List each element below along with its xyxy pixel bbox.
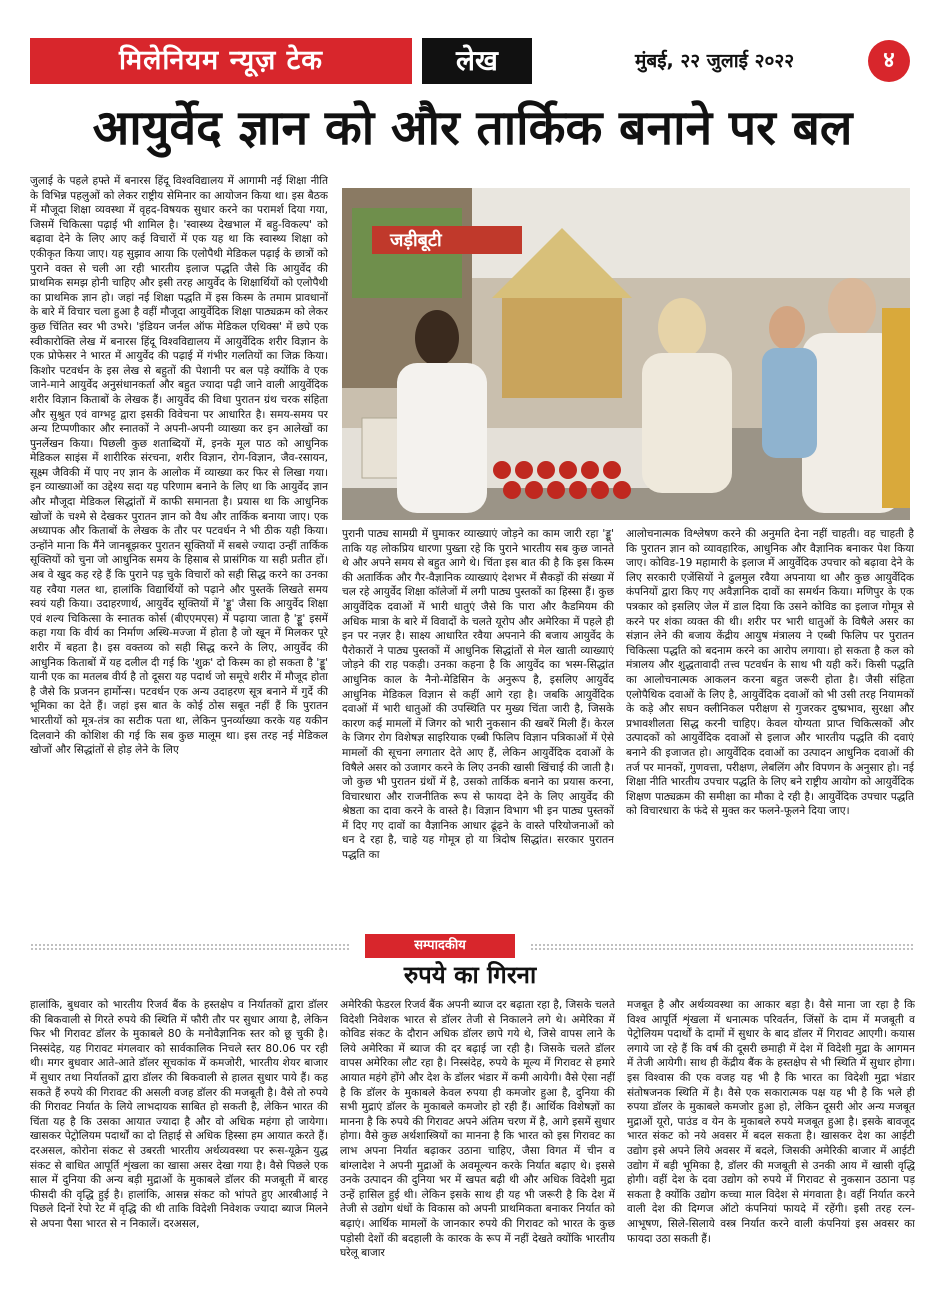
divider-left <box>30 943 350 951</box>
masthead-date: मुंबई, २२ जुलाई २०२२ <box>635 50 795 72</box>
banner-text: जड़ीबूटी <box>390 230 442 251</box>
article-text-2: पुरानी पाठ्य सामग्री में घुमाकर व्याख्याएं जोड़ने का काम जारी रहा 'ड्डू' ताकि यह लोकप्रिय धारणा पुख्ता रहे कि पुराने भारतीय सब कुछ जानते थे और अपने समय से बहुत आगे थे। चिंता इस बात की है कि इस किस्म की अतार्किक और गैर-वैज्ञानिक व्याख्याएं देशभर में सैकड़ों की संख्या में चल रहे आयुर्वेद शिक्षा कॉलेजों में लगी पाठ्य पुस्तकों का हिस्सा हैं। कुछ आयुर्वेदिक दवाओं में भारी धातुएं जैसे कि पारा और कैडमियम की अधिक मात्रा के बारे में विवादों के चलते यूरोप और अमेरिका में पहले ही इन पर नज़र है। साक्ष्य आधारित रवैया अपनाने की बजाय आयुर्वेद के पैरोकारों ने पाठ्य पुस्तकों में आधुनिक सिद्धांतों से मेल खाती व्याख्याएं जोड़ने की राह पकड़ी। उनका कहना है कि आयुर्वेद का भस्म-सिद्धांत आधुनिक काल के नैनो-मेडिसिन के अनुरूप है, इसलिए आयुर्वेद आधुनिक मेडिकल विज्ञान से कहीं आगे रहा है। जबकि आयुर्वेदिक दवाओं में भारी धातुओं की उपस्थिति पर मुख्य चिंता जारी है, जिसके कारण कई मामलों में जिगर को भारी नुकसान की खबरें मिली हैं। केरल के जिगर रोग विशेषज्ञ साइरियाक एब्बी फिलिप विज्ञान पत्रिकाओं में ऐसे मामलों की सूचना लगातार देते आए हैं, लेकिन आयुर्वेदिक दवाओं के विषैले असर को उजागर करने के लिए उनकी खासी खिंचाई की जाती है। जो कुछ भी पुरातन ग्रंथों में है, उसको तार्किक बनाने का प्रयास करना, विचारधारा और राजनीतिक रूप से फायदा देने के लिए आयुर्वेद की श्रेष्ठता का दावा करने के वास्ते है। विज्ञान विभाग भी इन पाठ्य पुस्तकों में दिए गए दावों का वैज्ञानिक आधार ढूंढ़ने के वास्ते परियोजनाओं को धन दे रहा है, चाहे यह गोमूत्र हो या त्रिदोष सिद्धांत। सरकार पुरातन पद्धति का <box>342 528 614 862</box>
editorial-text-2: अमेरिकी फेडरल रिजर्व बैंक अपनी ब्याज दर बढ़ाता रहा है, जिसके चलते विदेशी निवेशक भारत से डॉलर तेजी से निकालने लगे थे। अमेरिका में कोविड संकट के दौरान अधिक डॉलर छापे गये थे, जिसे वापस लाने के लिये अमेरिका में ब्याज की दर बढ़ाई जा रही है। जिसके चलते डॉलर वापस अमेरिका लौट रहा है। निस्संदेह, रुपये के मूल्य में गिरावट से हमारे आयात महंगे होंगे और देश के डॉलर भंडार में कमी आयेगी। वैसे ऐसा नहीं है कि डॉलर के मुकाबले केवल रुपया ही कमजोर हुआ है, दुनिया की सभी मुद्राएं डॉलर के मुकाबले कमजोर हो रही हैं। आर्थिक विशेषज्ञों का मानना है कि रुपये की गिरावट अपने अंतिम चरण में है, आगे इसमें सुधार होगा। वैसे कुछ अर्थशास्त्रियों का मानना है कि भारत को इस गिरावट का लाभ अपना निर्यात बढ़ाकर उठाना चाहिए, जैसा विगत में चीन व बांग्लादेश ने अपनी मुद्राओं के अवमूल्यन करके निर्यात बढ़ाए थे। इससे उनके उत्पादन की दुनिया भर में खपत बढ़ी थी और अधिक विदेशी मुद्रा उन्हें हासिल हुई थी। लेकिन इसके साथ ही यह भी जरूरी है कि देश में तेजी से उद्योग धंधों के विकास को अपनी प्राथमिकता बनाकर निर्यात को बढ़ाएं। आर्थिक मामलों के जानकार रुपये की गिरावट को भारत के कुछ पड़ोसी देशों की बदहाली के कारक के रूप में नहीं देखते क्योंकि भारतीय घरेलू बाजार <box>340 999 615 1260</box>
masthead-brand: मिलेनियम न्यूज़ टेक <box>30 38 412 84</box>
article-column-2 <box>342 527 614 925</box>
editorial-title: रुपये का गिरना <box>403 960 537 989</box>
article-column-3 <box>626 527 914 925</box>
editorial-column-3 <box>627 998 915 1270</box>
article-photo <box>342 188 910 520</box>
editorial-text-3: मजबूत है और अर्थव्यवस्था का आकार बड़ा है। वैसे माना जा रहा है कि विश्व आपूर्ति शृंखला में धनात्मक परिवर्तन, जिंसों के दाम में मजबूती व पेट्रोलियम पदार्थों के दामों में सुधार के बाद डॉलर में गिरावट आएगी। कयास लगाये जा रहे हैं कि वर्ष की दूसरी छमाही में देश में विदेशी मुद्रा के आगमन में तेजी आयेगी। साथ ही केंद्रीय बैंक के हस्तक्षेप से भी स्थिति में सुधार होगा। इस विश्वास की एक वजह यह भी है कि भारत का विदेशी मुद्रा भंडार संतोषजनक स्थिति में है। वैसे एक सकारात्मक पक्ष यह भी है कि भले ही रुपया डॉलर के मुकाबले कमजोर हुआ हो, लेकिन दूसरी ओर अन्य मजबूत मुद्राओं यूरो, पाउंड व येन के मुकाबले रुपये मजबूत हुआ है। इसके बावजूद भारत संकट को नये अवसर में बदल सकता है। खासकर देश का आईटी उद्योग इसे अपने लिये अवसर में बदले, जिसकी अमेरिकी बाजार में आईटी उद्योग में बड़ी भूमिका है, डॉलर की मजबूती से उनकी आय में खासी वृद्धि होगी। वहीं देश के दवा उद्योग को रुपये में गिरावट से नुकसान उठाना पड़ सकता है क्योंकि उद्योग कच्चा माल विदेश से मंगवाता है। वहीं निर्यात करने वाली देश की दिग्गज ऑटो कंपनियां फायदे में रहेंगी। इसी तरह रत्न-आभूषण, सिले-सिलाये वस्त्र निर्यात करने वाली कंपनियां इस अवसर का फायदा उठा सकती हैं। <box>627 999 915 1245</box>
page-number: ४ <box>868 40 910 82</box>
article-text-3: आलोचनात्मक विश्लेषण करने की अनुमति देना नहीं चाहती। वह चाहती है कि पुरातन ज्ञान को व्यावहारिक, आधुनिक और वैज्ञानिक बनाकर पेश किया जाए। कोविड-19 महामारी के इलाज में आयुर्वेदिक उपचार को बढ़ावा देने के लिए सरकारी एजेंसियों ने ढुलमुल रवैया अपनाया था और कुछ आयुर्वेदिक कंपनियों द्वारा किए गए अवैज्ञानिक दावों का समर्थन किया। मणिपुर के एक पत्रकार को इसलिए जेल में डाल दिया कि उसने कोविड का इलाज गोमूत्र से करने पर शंका व्यक्त की थी। शरीर पर भारी धातुओं के विषैले असर का संज्ञान लेने की बजाय केंद्रीय आयुष मंत्रालय ने एब्बी फिलिप पर पुरातन चिकित्सा पद्धति को बदनाम करने का आरोप लगाया। हो सकता है कल को मंत्रालय और शुद्धतावादी तत्त्व पटवर्धन के साथ भी यही करें। किसी पद्धति का आलोचनात्मक आकलन करना बहुत जरूरी होता है। जैसी संहिता एलोपैथिक दवाओं के लिए है, आयुर्वेदिक दवाओं को भी उसी तरह नियामकों के कड़े और सघन क्लीनिकल परीक्षण से गुजरकर दुष्प्रभाव, सुरक्षा और प्रभावशीलता सिद्ध करनी चाहिए। केवल योग्यता प्राप्त चिकित्सकों और उत्पादकों को आयुर्वेदिक दवाओं से इलाज और भारतीय पद्धति की दवाएं बनाने की इजाजत हो। आयुर्वेदिक दवाओं का उत्पादन आधुनिक दवाओं की तर्ज पर मानकों, गुणवत्ता, परीक्षण, लेबलिंग और विपणन के अनुसार हो। नई शिक्षा नीति भारतीय उपचार पद्धति के लिए बने राष्ट्रीय आयोग को आयुर्वेदिक शिक्षण पाठ्यक्रम की समीक्षा का मौका दे रही है। आयुर्वेदिक उपचार पद्धति को विचारधारा के फंदे से मुक्त कर फलने-फूलने दिया जाए। <box>626 528 914 818</box>
article-text-1: जुलाई के पहले हफ्ते में बनारस हिंदू विश्वविद्यालय में आगामी नई शिक्षा नीति के विभिन्न पहलुओं को लेकर राष्ट्रीय सेमिनार का आयोजन किया था। इस बैठक में मौजूदा शिक्षा व्यवस्था में वृहद-विषयक सुधार करने का परामर्श दिया गया, जिसमें चिकित्सा पढ़ाई भी शामिल है। 'स्वास्थ्य देखभाल में बहु-विकल्प' को बढ़ावा देने के लिए आए कई विचारों में एक यह था कि स्वास्थ्य शिक्षा को एकीकृत किया जाए। यह सुझाव आया कि एलोपैथी मेडिकल पढ़ाई के छात्रों को पुराने वक्त से चली आ रही भारतीय इलाज पद्धति जैसे कि आयुर्वेद की प्राथमिक समझ होनी चाहिए और इसी तरह आयुर्वेद के शिक्षार्थियों को एलोपैथी का प्राथमिक ज्ञान हो। जहां नई शिक्षा पद्धति में इस किस्म के तमाम प्रावधानों के बारे में विचार चला हुआ है वहीं मौजूदा आयुर्वेदिक शिक्षा पाठ्यक्रम को लेकर कुछ चिंतित स्वर भी उभरे। 'इंडियन जर्नल ऑफ मेडिकल एथिक्स' में छपे एक स्वीकारोक्ति लेख में बनारस हिंदू विश्वविद्यालय में आयुर्वेदिक शरीर विज्ञान के एक प्रोफेसर ने भारत में आयुर्वेद की पढ़ाई में गंभीर गलतियों का जिक्र किया। किशोर पटवर्धन के इस लेख से बहुतों की पेशानी पर बल पड़े क्योंकि वे एक जाने-माने आयुर्वेद अनुसंधानकर्ता और बहुत ज्यादा पढ़ी जाने वाली आयुर्वेदिक शरीर विज्ञान किताबों के लेखक हैं। आयुर्वेद की विधा पुरातन ग्रंथ चरक संहिता और सुश्रुत एवं वाग्भट्ट द्वारा इसकी विवेचना पर आधारित है। समय-समय पर अन्य टिप्पणीकार और स्नातकों ने अपनी-अपनी व्याख्या कर इन आलेखों का पुनर्लेखन किया। पिछली कुछ शताब्दियों में, इनके मूल पाठ को आधुनिक मेडिकल साइंस में शारीरिक संरचना, शरीर विज्ञान, रोग-विज्ञान, जैव-रसायन, सूक्ष्म जैविकी में पाए नए ज्ञान के आलोक में व्याख्या कर फिर से लिखा गया। इन व्याख्याओं का उद्देश्य सदा यह परिणाम बनाने के लिए था कि आयुर्वेद ज्ञान और मौजूदा मेडिकल सिद्धांतों में काफी समानता है। प्रयास था कि आधुनिक खोजों के चश्मे से देखकर पुरातन ज्ञान को वैध और तार्किक बनाया जाए। एक अध्यापक और किताबों के लेखक के तौर पर पटवर्धन ने भी ठीक यही किया। उन्होंने माना कि मैंने जानबूझकर पुरातन सूक्तियों में सबसे ज्यादा उन्हीं तार्किक सूक्तियों को चुना जो आधुनिक समय के हिसाब से प्रासंगिक या सही प्रतीत हों। अब वे खुद कह रहे हैं कि पुराने पड़ चुके विचारों को सही सिद्ध करने का उनका यह रवैया गलत था, हालांकि विद्यार्थियों को पढ़ाने और पुस्तकें लिखते समय स्वयं यही किया। उदाहरणार्थ, आयुर्वेद सूक्तियों में 'ड्डू' जैसा कि आयुर्वेद शिक्षा एवं शल्य चिकित्सा के स्नातक कोर्स (बीएएमएस) में पढ़ाया जाता है 'ड्डू' इसमें कहा गया कि वीर्य का निर्माण अस्थि-मज्जा में होता है जो खून में मिलकर पूरे शरीर में बहता है। इस वक्तव्य को सही सिद्ध करने के लिए, आयुर्वेद की आधुनिक किताबों में यह दलील दी गई कि 'शुक्र' दो किस्म का हो सकता है 'ड्डू' यानी एक का मतलब वीर्य है तो दूसरा यह पदार्थ जो समूचे शरीर में मौजूद होता है जैसे कि प्रजनन हार्मोन्स। पटवर्धन एक अन्य उदाहरण सूत्र बनाने में गुर्दे की भूमिका का देते हैं। जहां इस बात के कोई ठोस सबूत नहीं हैं कि पुरातन भारतीयों को मूत्र-तंत्र का सटीक पता था, लेकिन पुनर्व्याख्या करके यह यकीन दिलवाने की कोशिश की गई कि सब कुछ मालूम था। इस तरह नई मेडिकल खोजों और सिद्धांतों से होड़ लेने के लिए <box>30 175 328 757</box>
article-headline: आयुर्वेद ज्ञान को और तार्किक बनाने पर बल <box>92 100 853 156</box>
editorial-badge: सम्पादकीय <box>365 934 515 958</box>
masthead <box>30 38 915 84</box>
divider-right <box>530 943 915 951</box>
ayurveda-stall-photo <box>342 188 910 520</box>
article-column-1 <box>30 174 328 922</box>
editorial-column-1 <box>30 998 328 1270</box>
editorial-column-2 <box>340 998 615 1270</box>
masthead-section: लेख <box>422 38 532 84</box>
editorial-text-1: हालांकि, बुधवार को भारतीय रिजर्व बैंक के हस्तक्षेप व निर्यातकों द्वारा डॉलर की बिकवाली से गिरते रुपये की स्थिति में फौरी तौर पर सुधार आया है, लेकिन फिर भी गिरावट डॉलर के मुकाबले 80 के मनोवैज्ञानिक स्तर को छू चुकी है। निस्संदेह, यह गिरावट मंगलवार को सार्वकालिक निचले स्तर 80.06 पर रही थी। मगर बुधवार आते-आते डॉलर सूचकांक में कमजोरी, भारतीय शेयर बाजार में सुधार तथा निर्यातकों द्वारा डॉलर की बिकवाली से हालत सुधार पाये हैं। कह सकते हैं रुपये की गिरावट की असली वजह डॉलर की मजबूती है। वैसे तो रुपये की गिरावट निर्यात के लिये लाभदायक साबित हो सकती है, लेकिन भारत की चिंता यह है कि उसका आयात ज्यादा है और वो अधिक महंगा हो जायेगा। खासकर पेट्रोलियम पदार्थों का दो तिहाई से अधिक हिस्सा हम आयात करते हैं। दरअसल, कोरोना संकट से उबरती भारतीय अर्थव्यवस्था पर रूस-यूक्रेन युद्ध संकट से बाधित आपूर्ति शृंखला का खासा असर देखा गया है। वैसे पिछले एक साल में दुनिया की अन्य बड़ी मुद्राओं के मुकाबले डॉलर की मजबूती में बारह फीसदी की वृद्धि हुई है। हालांकि, आसन्न संकट को भांपते हुए आरबीआई ने पिछले दिनों रेपो रेट में वृद्धि की थी ताकि विदेशी निवेशक ज्यादा ब्याज मिलने से अपना पैसा भारत से न निकालें। दरअसल, <box>30 999 328 1230</box>
